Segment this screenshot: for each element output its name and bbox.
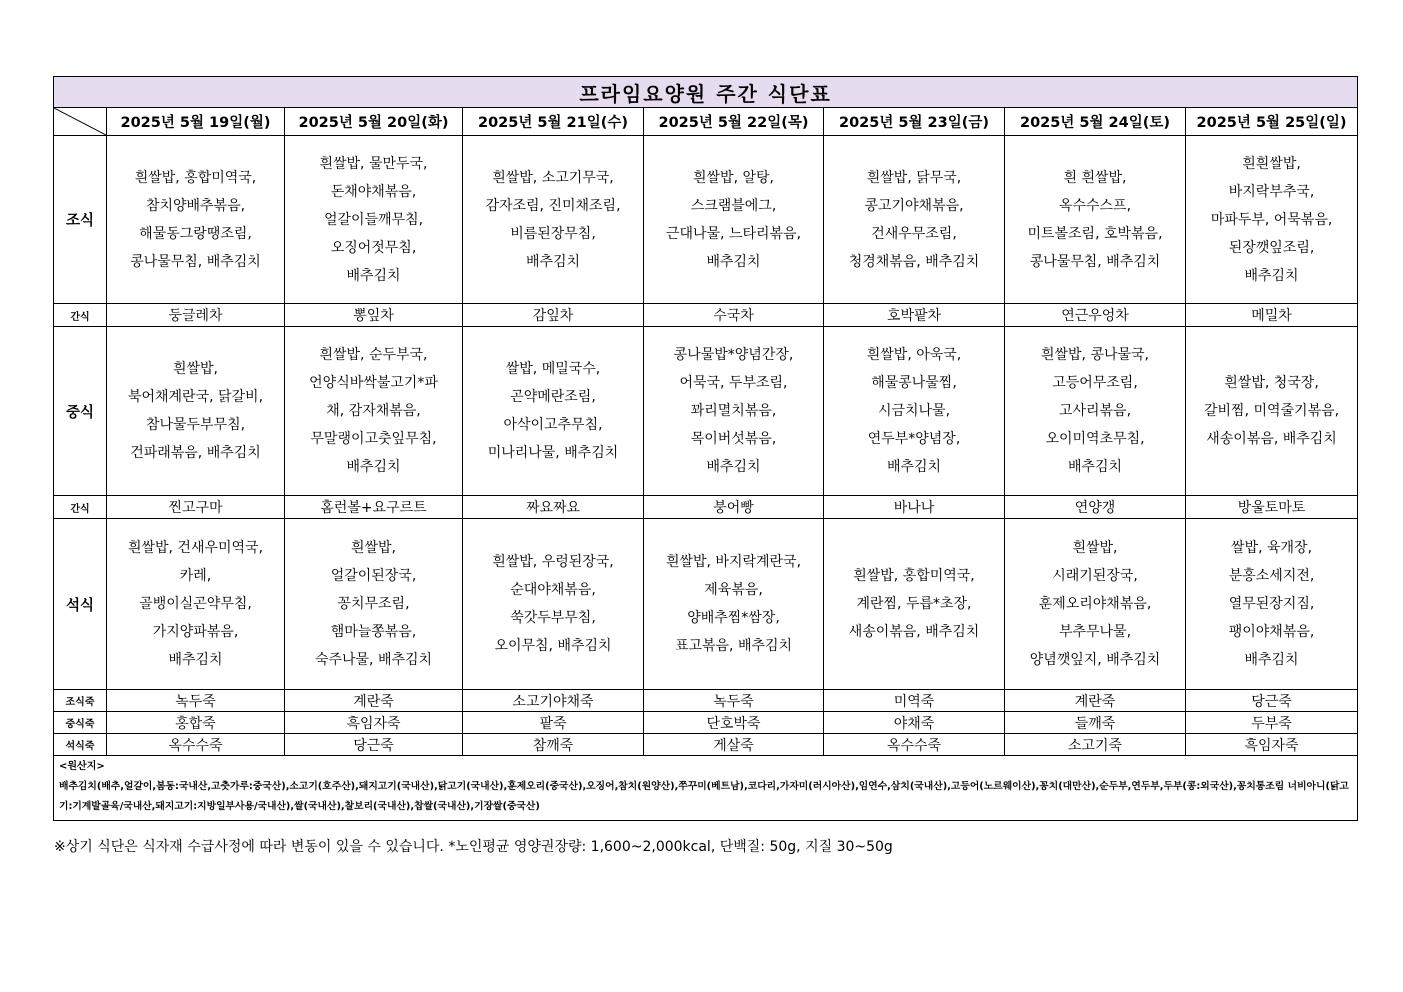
dinner-cell: 흰쌀밥, 시래기된장국, 훈제오리야채볶음, 부추무나물, 양념깻잎지, 배추김치: [1005, 519, 1186, 690]
snack2-cell: 바나나: [824, 496, 1005, 519]
porridge-lunch-row: [54, 712, 1358, 734]
porridge-breakfast-cell: 계란죽: [1005, 690, 1186, 712]
breakfast-cell: 흰쌀밥, 닭무국, 콩고기야채볶음, 건새우무조림, 청경채볶음, 배추김치: [824, 136, 1005, 304]
porridge-breakfast-cell: 미역죽: [824, 690, 1005, 712]
day-header-sat: 2025년 5월 24일(토): [1005, 108, 1186, 136]
porridge-lunch-cell: 야채죽: [824, 712, 1005, 734]
dinner-cell: 흰쌀밥, 얼갈이된장국, 꽁치무조림, 햄마늘쫑볶음, 숙주나물, 배추김치: [285, 519, 463, 690]
origin-title: <원산지>: [59, 761, 105, 772]
snack1-cell: 메밀차: [1186, 304, 1358, 327]
porridge-dinner-cell: 흑임자죽: [1186, 734, 1358, 756]
porridge-lunch-cell: 팥죽: [463, 712, 644, 734]
porridge-dinner-cell: 참깨죽: [463, 734, 644, 756]
lunch-cell: 흰쌀밥, 북어채계란국, 닭갈비, 참나물두부무침, 건파래볶음, 배추김치: [107, 327, 285, 496]
dinner-label: 석식: [54, 519, 107, 690]
porridge-lunch-cell: 단호박죽: [644, 712, 824, 734]
origin-text: 배추김치(배추,얼갈이,봄동:국내산,고춧가루:중국산),소고기(호주산),돼지고기(국내산),닭고기(국내산),훈제오리(중국산),오징어,참치(원양산),쭈꾸미(베트남),코다리,가자미(러시아산),임연수,삼치(국내산),고등어(노르웨이산),꽁치(대만산),순두부,연두부,두부(콩:외국산),꽁치통조림 너비아니(닭고기:기계발골육/국내산,돼지고기:지방일부사용/국내산),쌀(국내산),찰보리(국내산),찹쌀(국내산),기장쌀(중국산): [59, 781, 1349, 812]
day-header-wed: 2025년 5월 21일(수): [463, 108, 644, 136]
lunch-cell: 흰쌀밥, 청국장, 갈비찜, 미역줄기볶음, 새송이볶음, 배추김치: [1186, 327, 1358, 496]
snack2-cell: 찐고구마: [107, 496, 285, 519]
porridge-dinner-row: [54, 734, 1358, 756]
lunch-label: 중식: [54, 327, 107, 496]
porridge-lunch-cell: 들깨죽: [1005, 712, 1186, 734]
breakfast-cell: 흰쌀밥, 알탕, 스크램블에그, 근대나물, 느타리볶음, 배추김치: [644, 136, 824, 304]
day-header-mon: 2025년 5월 19일(월): [107, 108, 285, 136]
day-header-tue: 2025년 5월 20일(화): [285, 108, 463, 136]
lunch-cell: 콩나물밥*양념간장, 어묵국, 두부조림, 꽈리멸치볶음, 목이버섯볶음, 배추김치: [644, 327, 824, 496]
breakfast-row: [54, 136, 1358, 304]
weekly-menu-table: [53, 76, 1358, 821]
snack2-label: 간식: [54, 496, 107, 519]
menu-title: 프라임요양원 주간 식단표: [54, 77, 1358, 108]
origin-cell: [54, 756, 1358, 821]
snack1-cell: 수국차: [644, 304, 824, 327]
snack1-cell: 연근우엉차: [1005, 304, 1186, 327]
corner-cell: [54, 108, 107, 136]
porridge-dinner-label: 석식죽: [54, 734, 107, 756]
porridge-lunch-cell: 두부죽: [1186, 712, 1358, 734]
breakfast-cell: 흰쌀밥, 물만두국, 돈채야채볶음, 얼갈이들깨무침, 오징어젓무침, 배추김치: [285, 136, 463, 304]
snack2-cell: 홈런볼+요구르트: [285, 496, 463, 519]
day-header-fri: 2025년 5월 23일(금): [824, 108, 1005, 136]
porridge-dinner-cell: 옥수수죽: [824, 734, 1005, 756]
snack1-cell: 뽕잎차: [285, 304, 463, 327]
breakfast-cell: 흰 흰쌀밥, 옥수수스프, 미트볼조림, 호박볶음, 콩나물무침, 배추김치: [1005, 136, 1186, 304]
lunch-cell: 흰쌀밥, 순두부국, 언양식바싹불고기*파 채, 감자채볶음, 무말랭이고춧잎무침, 배추김치: [285, 327, 463, 496]
dinner-cell: 흰쌀밥, 건새우미역국, 카레, 골뱅이실곤약무침, 가지양파볶음, 배추김치: [107, 519, 285, 690]
porridge-lunch-label: 중식죽: [54, 712, 107, 734]
snack2-cell: 연양갱: [1005, 496, 1186, 519]
lunch-row: [54, 327, 1358, 496]
porridge-breakfast-cell: 계란죽: [285, 690, 463, 712]
snack2-cell: 짜요짜요: [463, 496, 644, 519]
porridge-dinner-cell: 옥수수죽: [107, 734, 285, 756]
dinner-cell: 쌀밥, 육개장, 분홍소세지전, 열무된장지짐, 팽이야채볶음, 배추김치: [1186, 519, 1358, 690]
porridge-dinner-cell: 소고기죽: [1005, 734, 1186, 756]
day-header-thu: 2025년 5월 22일(목): [644, 108, 824, 136]
snack1-label: 간식: [54, 304, 107, 327]
dinner-cell: 흰쌀밥, 홍합미역국, 계란찜, 두릅*초장, 새송이볶음, 배추김치: [824, 519, 1005, 690]
footnote: ※상기 식단은 식자재 수급사정에 따라 변동이 있을 수 있습니다. *노인평균 영양권장량: 1,600~2,000kcal, 단백질: 50g, 지질 30~50g: [54, 839, 893, 855]
dinner-cell: 흰쌀밥, 바지락계란국, 제육볶음, 양배추찜*쌈장, 표고볶음, 배추김치: [644, 519, 824, 690]
porridge-breakfast-label: 조식죽: [54, 690, 107, 712]
porridge-dinner-cell: 게살죽: [644, 734, 824, 756]
lunch-cell: 흰쌀밥, 콩나물국, 고등어무조림, 고사리볶음, 오이미역초무침, 배추김치: [1005, 327, 1186, 496]
lunch-cell: 흰쌀밥, 아욱국, 해물콩나물찜, 시금치나물, 연두부*양념장, 배추김치: [824, 327, 1005, 496]
porridge-breakfast-cell: 소고기야채죽: [463, 690, 644, 712]
day-header-row: [54, 108, 1358, 136]
snack2-cell: 방울토마토: [1186, 496, 1358, 519]
dinner-cell: 흰쌀밥, 우렁된장국, 순대야채볶음, 쑥갓두부무침, 오이무침, 배추김치: [463, 519, 644, 690]
lunch-cell: 쌀밥, 메밀국수, 곤약메란조림, 아삭이고추무침, 미나리나물, 배추김치: [463, 327, 644, 496]
snack1-cell: 감잎차: [463, 304, 644, 327]
porridge-breakfast-row: [54, 690, 1358, 712]
breakfast-cell: 흰쌀밥, 소고기무국, 감자조림, 진미채조림, 비름된장무침, 배추김치: [463, 136, 644, 304]
porridge-breakfast-cell: 당근죽: [1186, 690, 1358, 712]
breakfast-cell: 흰쌀밥, 홍합미역국, 참치양배추볶음, 해물동그랑땡조림, 콩나물무침, 배추김치: [107, 136, 285, 304]
dinner-row: [54, 519, 1358, 690]
porridge-dinner-cell: 당근죽: [285, 734, 463, 756]
snack1-cell: 호박팥차: [824, 304, 1005, 327]
snack1-row: [54, 304, 1358, 327]
breakfast-label: 조식: [54, 136, 107, 304]
snack2-row: [54, 496, 1358, 519]
porridge-breakfast-cell: 녹두죽: [107, 690, 285, 712]
porridge-lunch-cell: 홍합죽: [107, 712, 285, 734]
snack2-cell: 붕어빵: [644, 496, 824, 519]
snack1-cell: 둥글레차: [107, 304, 285, 327]
diagonal-line: [54, 108, 106, 135]
porridge-breakfast-cell: 녹두죽: [644, 690, 824, 712]
origin-row: [54, 756, 1358, 821]
breakfast-cell: 흰흰쌀밥, 바지락부추국, 마파두부, 어묵볶음, 된장깻잎조림, 배추김치: [1186, 136, 1358, 304]
porridge-lunch-cell: 흑임자죽: [285, 712, 463, 734]
day-header-sun: 2025년 5월 25일(일): [1186, 108, 1358, 136]
